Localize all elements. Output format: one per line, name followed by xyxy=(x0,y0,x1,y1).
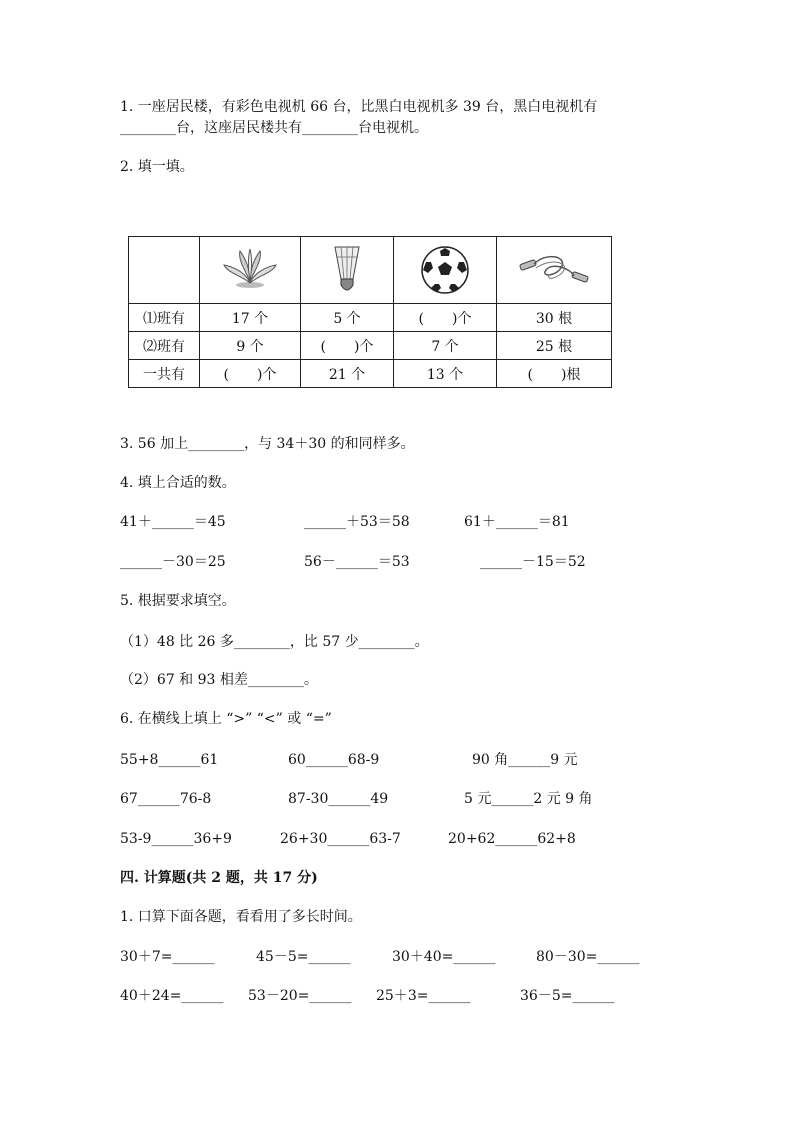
table-row xyxy=(129,332,612,360)
q1-line2: ________台，这座居民楼共有________台电视机。 xyxy=(120,120,428,136)
table-cell: 9 个 xyxy=(200,332,301,360)
table-cell: 13 个 xyxy=(394,360,497,388)
table-cell: 17 个 xyxy=(200,304,301,332)
q4-expr: 41＋______＝45 xyxy=(120,514,226,530)
table-cell: ( )个 xyxy=(301,332,394,360)
q6-expr: 26+30______63-7 xyxy=(280,831,401,847)
calc-expr: 45－5=______ xyxy=(256,949,351,965)
q4-title: 4. 填上合适的数。 xyxy=(120,475,236,491)
table-cell: 7 个 xyxy=(394,332,497,360)
calc-expr: 53－20=______ xyxy=(248,988,352,1004)
table-cell: ( )个 xyxy=(200,360,301,388)
calc-expr: 30＋7=______ xyxy=(120,949,215,965)
q4-expr: ______－30＝25 xyxy=(120,554,226,570)
jump-rope-icon xyxy=(516,248,592,292)
q2-title: 2. 填一填。 xyxy=(120,159,194,175)
fill-table xyxy=(128,236,612,388)
table-cell: ⑵班有 xyxy=(129,332,200,360)
q3-text: 3. 56 加上________，与 34＋30 的和同样多。 xyxy=(120,436,415,452)
section-title: 四. 计算题(共 2 题，共 17 分) xyxy=(120,870,318,886)
calc-expr: 36－5=______ xyxy=(520,988,615,1004)
q6-expr: 53-9______36+9 xyxy=(120,831,232,847)
q5-item: （1）48 比 26 多________，比 57 少________。 xyxy=(120,634,429,650)
q6-expr: 20+62______62+8 xyxy=(448,831,576,847)
q5-title: 5. 根据要求填空。 xyxy=(120,593,236,609)
calc-expr: 25＋3=______ xyxy=(376,988,471,1004)
table-cell: ⑴班有 xyxy=(129,304,200,332)
calc-expr: 30＋40=______ xyxy=(392,949,496,965)
q4-expr: 56－______＝53 xyxy=(304,554,410,570)
q4-expr: 61＋______＝81 xyxy=(464,514,570,530)
shuttlecock-fan-icon xyxy=(220,245,280,295)
table-cell: 21 个 xyxy=(301,360,394,388)
q6-expr: 60______68-9 xyxy=(288,752,380,768)
q6-expr: 87-30______49 xyxy=(288,791,389,807)
q4-expr: ______＋53＝58 xyxy=(304,514,410,530)
table-header-cell xyxy=(394,237,497,304)
q6-expr: 67______76-8 xyxy=(120,791,212,807)
table-cell: 5 个 xyxy=(301,304,394,332)
table-cell: ( )个 xyxy=(394,304,497,332)
q6-expr: 90 角______9 元 xyxy=(472,752,578,768)
q5-item: （2）67 和 93 相差________。 xyxy=(120,672,318,688)
calc-expr: 80－30=______ xyxy=(536,949,640,965)
c1-title: 1. 口算下面各题，看看用了多长时间。 xyxy=(120,909,362,925)
q6-expr: 55+8______61 xyxy=(120,752,219,768)
table-cell: 一共有 xyxy=(129,360,200,388)
table-header-cell xyxy=(497,237,612,304)
q1-line1: 1. 一座居民楼，有彩色电视机 66 台，比黑白电视机多 39 台，黑白电视机有 xyxy=(120,99,598,115)
table-header-cell xyxy=(301,237,394,304)
q6-title: 6. 在横线上填上 “>” “<” 或 “=” xyxy=(120,711,332,727)
calc-expr: 40＋24=______ xyxy=(120,988,224,1004)
table-cell: ( )根 xyxy=(497,360,612,388)
q6-expr: 5 元______2 元 9 角 xyxy=(464,791,593,807)
soccer-ball-icon xyxy=(419,244,471,296)
table-header-cell xyxy=(200,237,301,304)
q4-expr: ______－15＝52 xyxy=(480,554,586,570)
table-cell: 30 根 xyxy=(497,304,612,332)
table-corner-cell xyxy=(129,237,200,304)
table-row xyxy=(129,304,612,332)
table-row xyxy=(129,360,612,388)
table-cell: 25 根 xyxy=(497,332,612,360)
badminton-shuttlecock-icon xyxy=(327,243,367,297)
